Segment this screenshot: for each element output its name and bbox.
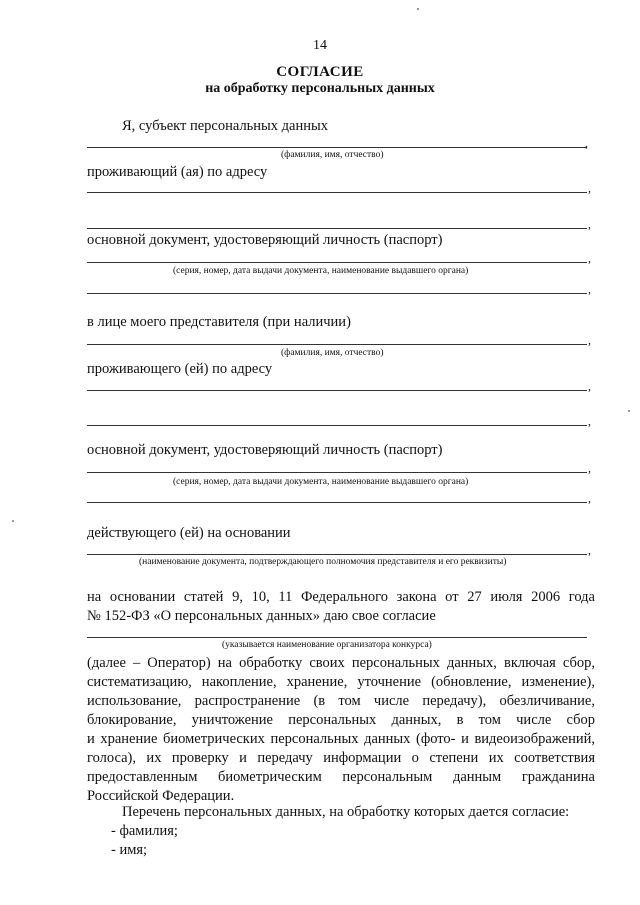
passport-field-line-1[interactable] <box>87 262 587 263</box>
consent-line: (далее – Оператор) на обработку своих персональных данных, включая сбор, <box>87 655 595 671</box>
list-item-surname: - фамилия; <box>111 823 178 839</box>
id-document-label: основной документ, удостоверяющий личность (паспорт) <box>87 232 443 248</box>
fio-field-line[interactable] <box>87 147 587 148</box>
rep-address-field-line-1[interactable] <box>87 390 587 391</box>
passport-field-line-2[interactable] <box>87 293 587 294</box>
law-paragraph <box>87 588 595 626</box>
document-subtitle: на обработку персональных данных <box>205 81 435 96</box>
rep-passport-field-line-2[interactable] <box>87 502 587 503</box>
caption-fio-rep: (фамилия, имя, отчество) <box>281 348 384 358</box>
rep-id-document-label: основной документ, удостоверяющий личность (паспорт) <box>87 442 443 458</box>
consent-paragraph <box>87 654 595 806</box>
comma: , <box>588 543 591 557</box>
comma: , <box>585 136 588 150</box>
consent-line: предоставленным биометрическим персональным данным гражданина <box>87 769 595 785</box>
comma: , <box>588 333 591 347</box>
organizer-field-line[interactable] <box>87 637 587 638</box>
acting-basis-label: действующего (ей) на основании <box>87 525 291 541</box>
subject-intro: Я, субъект персональных данных <box>122 118 328 134</box>
caption-passport-rep: (серия, номер, дата выдачи документа, наименование выдавшего органа) <box>173 477 469 487</box>
caption-passport: (серия, номер, дата выдачи документа, наименование выдавшего органа) <box>173 266 469 276</box>
authority-field-line[interactable] <box>87 554 587 555</box>
consent-line: систематизацию, накопление, хранение, уточнение (обновление, изменение), <box>87 674 595 690</box>
comma: , <box>588 251 591 265</box>
consent-line: Российской Федерации. <box>87 788 235 804</box>
list-intro: Перечень персональных данных, на обработку которых дается согласие: <box>122 804 570 820</box>
rep-address-label: проживающего (ей) по адресу <box>87 361 273 377</box>
law-line-1: на основании статей 9, 10, 11 Федерального закона от 27 июля 2006 года <box>87 589 595 605</box>
rep-passport-field-line-1[interactable] <box>87 472 587 473</box>
address-field-line-1[interactable] <box>87 192 587 193</box>
caption-fio: (фамилия, имя, отчество) <box>281 150 384 160</box>
scan-speck <box>628 410 630 412</box>
page-number: 14 <box>313 38 327 53</box>
rep-fio-field-line[interactable] <box>87 344 587 345</box>
comma: , <box>588 491 591 505</box>
comma: , <box>588 414 591 428</box>
residing-address-label: проживающий (ая) по адресу <box>87 164 268 180</box>
caption-authority: (наименование документа, подтверждающего полномочия представителя и его реквизиты) <box>139 557 507 567</box>
scan-speck <box>12 520 14 522</box>
comma: , <box>588 217 591 231</box>
consent-line: голоса), их проверку и передачу информации о степени их соответствия <box>87 750 595 766</box>
law-line-2: № 152-ФЗ «О персональных данных» даю свое согласие <box>87 608 436 624</box>
consent-line: использование, распространение (в том числе передачу), обезличивание, <box>87 693 595 709</box>
comma: , <box>588 181 591 195</box>
address-field-line-2[interactable] <box>87 228 587 229</box>
comma: , <box>588 282 591 296</box>
representative-label: в лице моего представителя (при наличии) <box>87 314 351 330</box>
document-title: СОГЛАСИЕ <box>276 64 364 80</box>
comma: , <box>588 461 591 475</box>
caption-organizer: (указывается наименование организатора конкурса) <box>222 640 432 650</box>
consent-line: и хранение биометрических персональных данных (фото- и видеоизображений, <box>87 731 595 747</box>
list-item-name: - имя; <box>111 842 148 858</box>
rep-address-field-line-2[interactable] <box>87 425 587 426</box>
scan-speck <box>417 8 419 10</box>
consent-line: блокирование, уничтожение персональных данных, в том числе сбор <box>87 712 595 728</box>
comma: , <box>588 379 591 393</box>
